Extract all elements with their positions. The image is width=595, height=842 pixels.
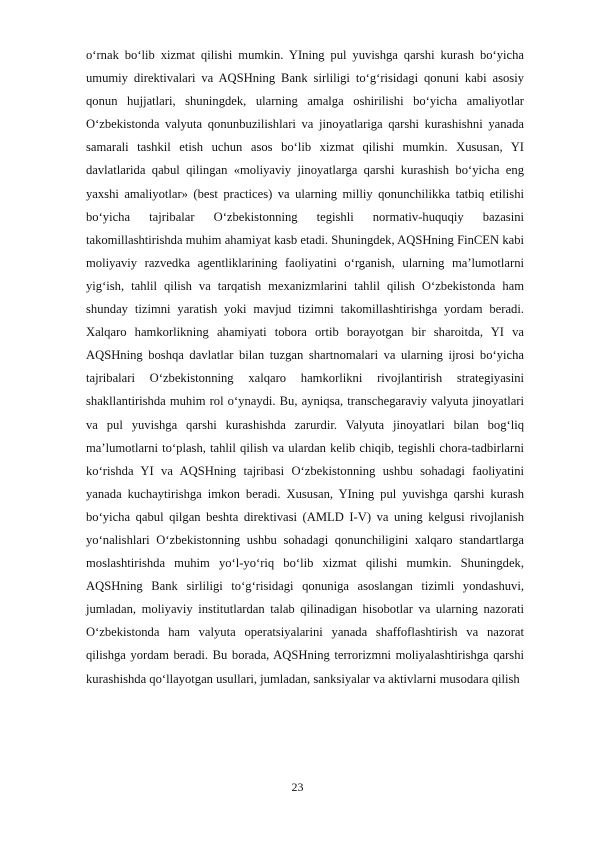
body-paragraph: o‘rnak bo‘lib xizmat qilishi mumkin. YIning pul yuvishga qarshi kurash bo‘yicha umumiy direktivalari va AQSHning Bank sirliligi to‘g‘risidagi qonuni kabi asosiy qonun hujjatlari, shuningdek, ularning amalga oshirilishi bo‘yicha amaliyotlar O‘zbekistonda valyuta qonunbuzilishlari va jinoyatlariga qarshi kurashishni yanada samarali tashkil etish uchun asos bo‘lib xizmat qilishi mumkin. Xususan, YI davlatlarida qabul qilingan «moliyaviy jinoyatlarga qarshi kurashish bo‘yicha eng yaxshi amaliyotlar» (best practices) va ularning milliy qonunchilikka tatbiq etilishi bo‘yicha tajribalar O‘zbekistonning tegishli normativ-huquqiy bazasini takomillashtirishda muhim ahamiyat kasb etadi. Shuningdek, AQSHning FinCEN kabi moliyaviy razvedka agentliklarining faoliyatini o‘rganish, ularning ma’lumotlarni yig‘ish, tahlil qilish va tarqatish mexanizmlarini tahlil qilish O‘zbekistonda ham shunday tizimni yaratish yoki mavjud tizimni takomillashtirishga yordam beradi. Xalqaro hamkorlikning ahamiyati tobora ortib borayotgan bir sharoitda, YI va AQSHning boshqa davlatlar bilan tuzgan shartnomalari va ularning ijrosi bo‘yicha tajribalari O‘zbekistonning xalqaro hamkorlikni rivojlantirish strategiyasini shakllantirishda muhim rol o‘ynaydi. Bu, ayniqsa, transchegaraviy valyuta jinoyatlari va pul yuvishga qarshi kurashishda zarurdir. Valyuta jinoyatlari bilan bog‘liq ma’lumotlarni to‘plash, tahlil qilish va ulardan kelib chiqib, tegishli chora-tadbirlarni ko‘rishda YI va AQSHning tajribasi O‘zbekistonning ushbu sohadagi faoliyatini yanada kuchaytirishga imkon beradi. Xususan, YIning pul yuvishga qarshi kurash bo‘yicha qabul qilgan beshta direktivasi (AMLD I-V) va uning kelgusi rivojlanish yo‘nalishlari O‘zbekistonning ushbu sohadagi qonunchiligini xalqaro standartlarga moslashtirishda muhim yo‘l-yo‘riq bo‘lib xizmat qilishi mumkin. Shuningdek, AQSHning Bank sirliligi to‘g‘risidagi qonuniga asoslangan tizimli yondashuvi, jumladan, moliyaviy institutlardan talab qilinadigan hisobotlar va ularning nazorati O‘zbekistonda ham valyuta operatsiyalarini yanada shaffoflashtirish va nazorat qilishga yordam beradi. Bu borada, AQSHning terrorizmni moliyalashtirishga qarshi kurashishda qo‘llayotgan usullari, jumladan, sanksiyalar va aktivlarni musodara qilish: [86, 48, 524, 686]
page-number: 23: [291, 780, 304, 794]
body-text-block: [86, 44, 524, 691]
